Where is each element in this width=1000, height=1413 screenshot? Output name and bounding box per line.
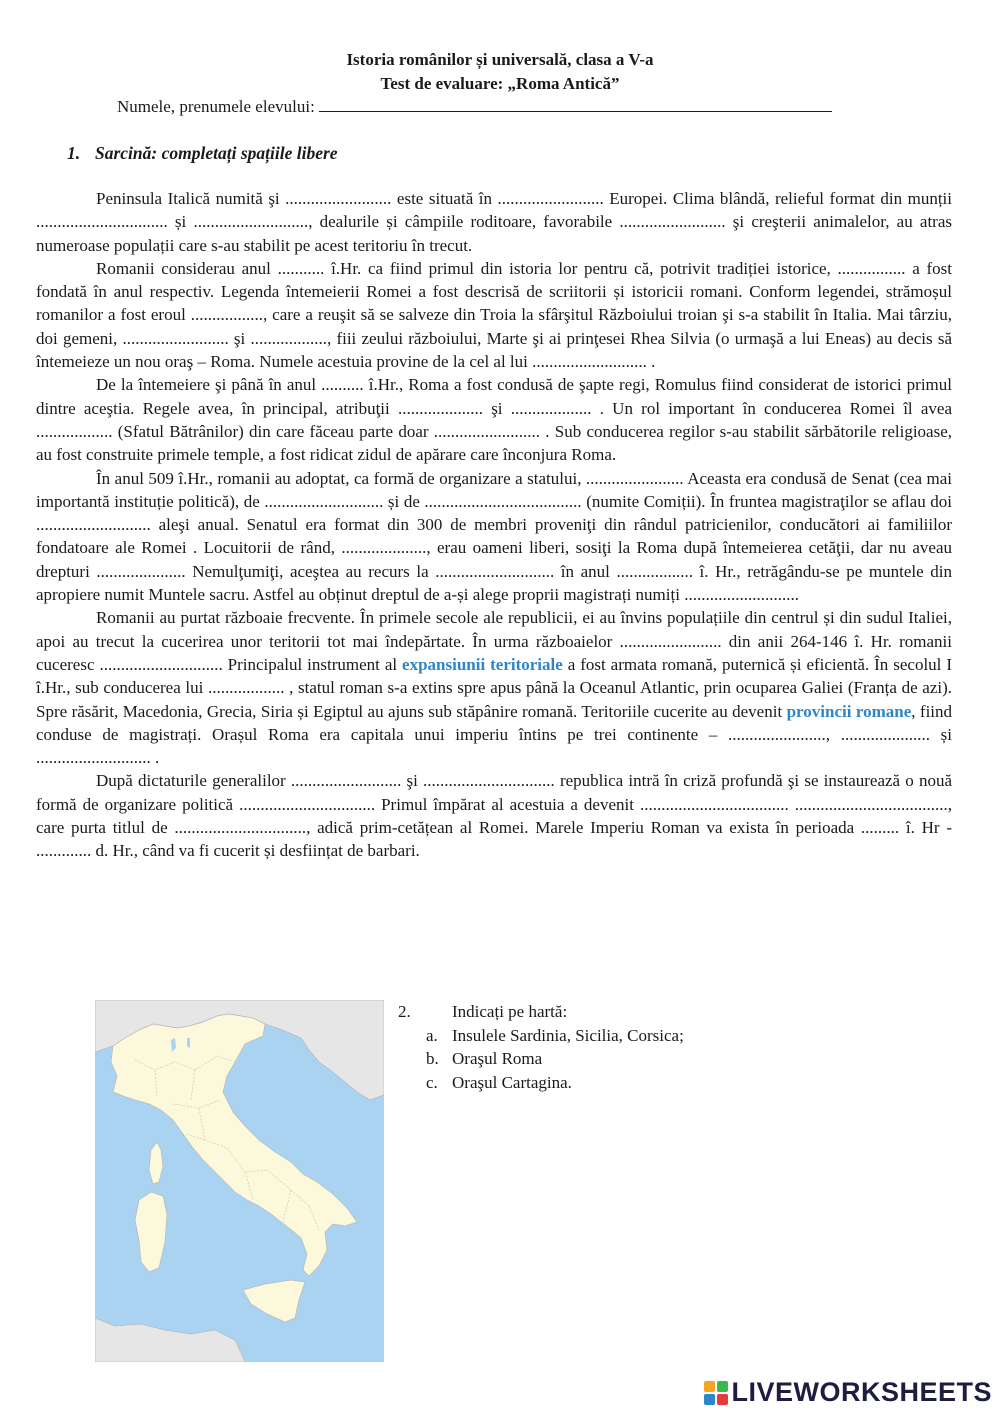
student-name-row: [117, 97, 832, 117]
task2-number: 2.: [398, 1002, 411, 1021]
liveworksheets-logo[interactable]: [704, 1377, 992, 1408]
list-item: [398, 1024, 684, 1048]
student-name-label: Numele, prenumele elevului:: [117, 97, 315, 116]
paragraph-text: De la întemeiere şi până în anul .......... î.Hr., Roma a fost condusă de şapte regi, Romulus fiind considerat de istorici primul dintre aceştia. Regele avea, în principal, atribuţii .................... şi ................... . Un rol important în conducerea Romei îl avea .................. (Sfatul Bătrânilor) din care făceau parte doar ......................... . Sub conducerea regilor s-au stabilit sărbătorile religioase, au fost construite primele temple, a fost ridicat zidul de apărare care înconjura Roma.: [36, 375, 952, 465]
item-text: Insulele Sardinia, Sicilia, Corsica;: [452, 1025, 684, 1045]
item-text: Oraşul Roma: [452, 1049, 543, 1068]
paragraph-text: a fost armata romană, puternică și eficientă. În secolul I î.Hr., sub conducerea lui .................. , statul roman s-a extins spre apus până la Oceanul Atlantic, prin ocuparea Galiei (Franța de azi). Spre răsărit, Macedonia, Grecia, Siria și Egiptul au ajuns sub stăpânire romană. Teritoriile cucerite au devenit: [36, 654, 952, 721]
highlight-provinces: provincii romane: [786, 701, 912, 721]
paragraph-kings: [36, 373, 952, 466]
paragraph-founding: [36, 257, 952, 373]
item-letter: a.: [426, 1025, 438, 1045]
task1-heading: [67, 143, 338, 164]
logo-icon: [704, 1381, 728, 1405]
logo-square: [717, 1394, 728, 1405]
list-item: [398, 1047, 684, 1071]
paragraph-peninsula: [36, 187, 952, 257]
logo-square: [717, 1381, 728, 1392]
logo-square: [704, 1394, 715, 1405]
task2-heading: [398, 1000, 684, 1024]
worksheet-title: Istoria românilor și universală, clasa a V-a: [346, 50, 654, 69]
paragraph-republic: [36, 467, 952, 607]
test-title: Test de evaluare: „Roma Antică”: [380, 74, 620, 93]
task2-block: [398, 1000, 684, 1094]
list-item: [398, 1071, 684, 1095]
highlight-expansion: expansiunii teritoriale: [402, 654, 563, 674]
italy-map-icon[interactable]: [95, 1000, 384, 1362]
paragraph-text: În anul 509 î.Hr., romanii au adoptat, ca formă de organizare a statului, ....................... Aceasta era condusă de Senat (cea mai importantă instituție politică), de ............................ și de ..................................... (numite Comiții). În fruntea magistraţilor se aflau doi ........................... aleşi anual. Senatul era format din 300 de membri proveniţi din rândul patricienilor, conducători ai familiilor fondatoare ale Romei . Locuitorii de rând, ...................., erau oameni liberi, sosiţi la Roma după întemeierea cetăţii, dar nu aveau drepturi ..................... Nemulţumiţi, aceştea au recurs la ............................ în anul .................. î. Hr., retrăgându-se pe muntele din apropiere numit Muntele sacru. Astfel au obținut dreptul de a-și alege proprii magistrați numiți ...........................: [36, 468, 952, 605]
task2-prompt: Indicați pe hartă:: [452, 1002, 568, 1021]
task1-instruction: Sarcină: completați spațiile libere: [95, 143, 338, 163]
logo-text: LIVEWORKSHEETS: [731, 1377, 992, 1407]
item-text: Oraşul Cartagina.: [452, 1072, 572, 1092]
fill-in-text: [36, 187, 952, 863]
paragraph-text: , fiind conduse de magistrați. Orașul Roma era capitala unui imperiu întins pe trei continente – ......................., ..................... și ........................... .: [36, 701, 953, 768]
item-letter: c.: [426, 1072, 438, 1092]
paragraph-text: Romanii considerau anul ........... î.Hr. ca fiind primul din istoria lor pentru că, potrivit tradiției istorice, ................ a fost fondată în anul respectiv. Legenda întemeierii Romei a fost descrisă de scriitorii și istoricii romani. Conform legendei, strămoșul romanilor a fost eroul ................., care a reuşit să se salveze din Troia la sfârşitul Războiului troian şi s-a stabilit în Italia. Mai târziu, doi gemeni, ......................... şi .................., fiii zeului războiului, Marte şi ai prinţesei Rhea Silvia (o urmaşă a lui Eneas) au decis să întemeieze un nou oraş – Roma. Numele acestuia provine de la cel al lui ........................... .: [36, 258, 952, 372]
student-name-input[interactable]: [319, 97, 832, 112]
paragraph-text: Peninsula Italică numită şi ......................... este situată în ......................... Europei. Clima blândă, relieful format din munții ............................... și ..........................., dealurile și câmpiile roditoare, favorabile ......................... şi creşterii animalelor, au atras numeroase populații care s-au stabilit pe acest teritoriu în trecut.: [36, 189, 952, 255]
paragraph-wars: [36, 606, 952, 769]
paragraph-text: Romanii au purtat războaie frecvente. În primele secole ale republicii, ei au învins populațiile din centrul și din sudul Italiei, apoi au trecut la cucerirea unor teritorii tot mai îndepărtate. În urma războaielor ........................ din anii 264-146 î. Hr. romanii cuceresc ............................. Principalul instrument al: [36, 608, 952, 674]
task1-number: 1.: [67, 143, 81, 163]
item-letter: b.: [426, 1049, 439, 1068]
paragraph-empire: [36, 769, 952, 862]
logo-square: [704, 1381, 715, 1392]
paragraph-text: După dictaturile generalilor .......................... şi ............................... republica intră în criză profundă şi se instaurează o nouă formă de organizare politică ................................ Primul împărat al acestuia a devenit ................................... ...................................., care purta titlul de ..............................., adică prim-cetățean al Romei. Marele Imperiu Roman va exista în perioada ......... î. Hr - ............. d. Hr., când va fi cucerit și desființat de barbari.: [36, 771, 952, 861]
